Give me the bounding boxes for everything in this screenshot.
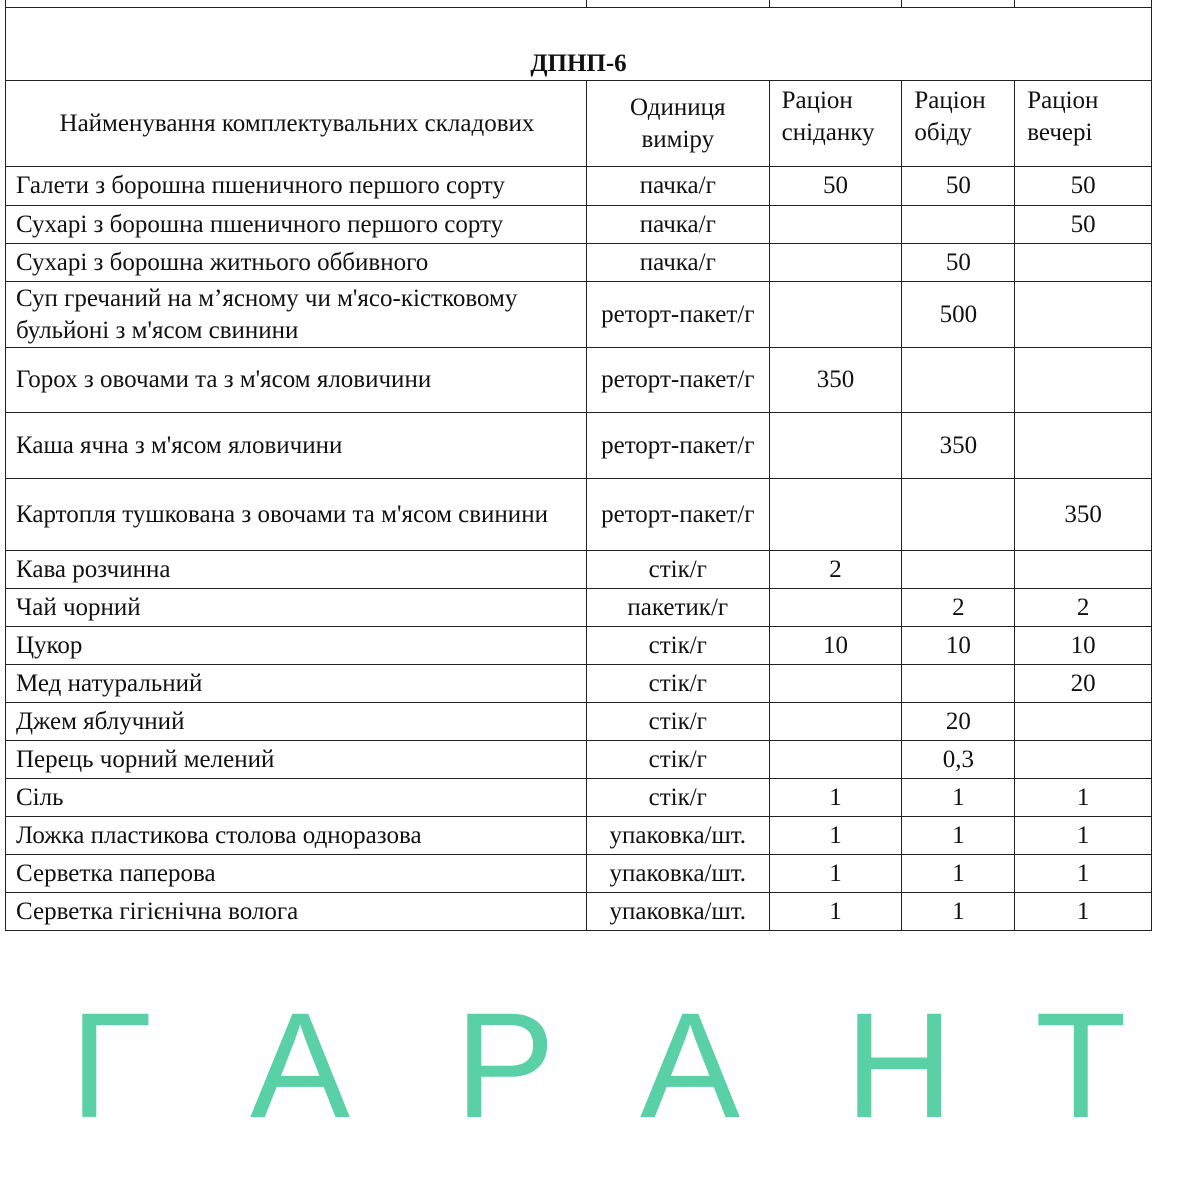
table-row xyxy=(5,741,1152,779)
table-row xyxy=(5,779,1152,817)
watermark-letter: А xyxy=(640,981,741,1149)
header-unit: Одиниця виміру xyxy=(587,81,770,166)
cell-breakfast xyxy=(770,282,903,347)
table-row xyxy=(5,817,1152,855)
cell-unit: пачка/г xyxy=(587,244,770,281)
table-title-text: ДПНП-6 xyxy=(530,50,627,77)
cell-item-name: Сіль xyxy=(6,779,587,816)
cell-unit: стік/г xyxy=(587,665,770,702)
watermark-letter: Р xyxy=(455,981,556,1149)
ration-table xyxy=(5,0,1152,931)
cell-lunch: 0,3 xyxy=(902,741,1015,778)
cell-dinner xyxy=(1015,703,1151,740)
table-row xyxy=(5,413,1152,479)
cell-breakfast: 1 xyxy=(770,817,903,854)
cell-item-name: Сухарі з борошна житнього оббивного xyxy=(6,244,587,281)
cell-unit: пакетик/г xyxy=(587,589,770,626)
watermark-letter: Г xyxy=(70,981,152,1149)
cell-dinner: 50 xyxy=(1070,172,1096,199)
table-row xyxy=(5,479,1152,551)
cell-unit: стік/г xyxy=(587,627,770,664)
table-row xyxy=(5,244,1152,282)
table-row xyxy=(5,589,1152,627)
cell-dinner xyxy=(1015,551,1151,588)
cell-lunch xyxy=(902,665,1015,702)
cell-unit: реторт-пакет/г xyxy=(587,348,770,412)
cell-unit: упаковка/шт. xyxy=(587,893,770,930)
cell-item-name: Джем яблучний xyxy=(6,703,587,740)
cell-dinner xyxy=(1015,348,1151,412)
cell-item-name: Горох з овочами та з м'ясом яловичини xyxy=(6,348,587,412)
table-row xyxy=(5,551,1152,589)
watermark-letter: А xyxy=(250,981,351,1149)
previous-row-fragment xyxy=(5,0,1152,7)
header-breakfast: Раціон сніданку xyxy=(770,81,903,166)
header-name: Найменування комплектувальних складових xyxy=(6,81,587,166)
cell-dinner xyxy=(1015,413,1151,478)
cell-breakfast xyxy=(770,479,903,550)
cell-lunch xyxy=(902,348,1015,412)
cell-item-name: Серветка паперова xyxy=(6,855,587,892)
cell-item-name: Сухарі з борошна пшеничного першого сорту xyxy=(6,206,587,243)
cell-dinner: 1 xyxy=(1076,821,1090,849)
table-row xyxy=(5,893,1152,931)
cell-lunch: 1 xyxy=(902,779,1015,816)
table-row xyxy=(5,627,1152,665)
cell-lunch: 10 xyxy=(902,627,1015,664)
cell-breakfast: 50 xyxy=(770,167,903,205)
cell-unit: реторт-пакет/г xyxy=(587,282,770,347)
cell-dinner: 1 xyxy=(1076,783,1090,811)
watermark-letter: Т xyxy=(1035,981,1127,1149)
cell-item-name: Кава розчинна xyxy=(6,551,587,588)
cell-breakfast xyxy=(770,244,903,281)
cell-lunch xyxy=(902,551,1015,588)
cell-item-name: Суп гречаний на м’ясному чи м'ясо-кістковому бульйоні з м'ясом свинини xyxy=(6,282,587,347)
cell-breakfast: 1 xyxy=(770,855,903,892)
table-body xyxy=(5,167,1152,931)
cell-unit: упаковка/шт. xyxy=(587,817,770,854)
cell-dinner xyxy=(1015,282,1151,347)
cell-item-name: Мед натуральний xyxy=(6,665,587,702)
cell-lunch xyxy=(902,206,1015,243)
table-row xyxy=(5,703,1152,741)
cell-dinner: 1 xyxy=(1076,859,1090,887)
cell-breakfast xyxy=(770,413,903,478)
cell-unit: упаковка/шт. xyxy=(587,855,770,892)
cell-unit: реторт-пакет/г xyxy=(587,413,770,478)
cell-breakfast xyxy=(770,703,903,740)
cell-breakfast: 350 xyxy=(770,348,903,412)
cell-dinner xyxy=(1015,741,1151,778)
cell-lunch: 50 xyxy=(902,167,1015,205)
cell-dinner: 2 xyxy=(1076,593,1090,621)
cell-dinner: 350 xyxy=(1064,500,1102,528)
cell-breakfast xyxy=(770,665,903,702)
watermark-letter: Н xyxy=(845,981,954,1149)
table-row xyxy=(5,282,1152,348)
header-lunch: Раціон обіду xyxy=(902,81,1015,166)
cell-breakfast xyxy=(770,206,903,243)
cell-breakfast: 10 xyxy=(770,627,903,664)
cell-lunch: 350 xyxy=(902,413,1015,478)
header-dinner: Раціон вечері xyxy=(1027,87,1099,146)
cell-breakfast: 1 xyxy=(770,893,903,930)
cell-item-name: Галети з борошна пшеничного першого сорту xyxy=(6,167,587,205)
cell-lunch: 50 xyxy=(902,244,1015,281)
cell-unit: стік/г xyxy=(587,703,770,740)
cell-dinner xyxy=(1015,244,1151,281)
cell-breakfast: 1 xyxy=(770,779,903,816)
cell-lunch: 20 xyxy=(902,703,1015,740)
table-header-row xyxy=(5,81,1152,167)
cell-lunch: 500 xyxy=(902,282,1015,347)
cell-dinner: 1 xyxy=(1076,897,1090,925)
cell-item-name: Ложка пластикова столова одноразова xyxy=(6,817,587,854)
cell-dinner: 50 xyxy=(1070,210,1096,238)
cell-item-name: Серветка гігієнічна волога xyxy=(6,893,587,930)
cell-unit: стік/г xyxy=(587,741,770,778)
cell-lunch xyxy=(902,479,1015,550)
cell-lunch: 2 xyxy=(902,589,1015,626)
cell-item-name: Картопля тушкована з овочами та м'ясом свинини xyxy=(6,479,587,550)
cell-item-name: Перець чорний мелений xyxy=(6,741,587,778)
cell-unit: стік/г xyxy=(587,779,770,816)
table-row xyxy=(5,855,1152,893)
cell-lunch: 1 xyxy=(902,817,1015,854)
table-row xyxy=(5,206,1152,244)
cell-unit: пачка/г xyxy=(587,206,770,243)
cell-breakfast: 2 xyxy=(770,551,903,588)
table-title xyxy=(5,7,1152,81)
cell-unit: реторт-пакет/г xyxy=(587,479,770,550)
table-row xyxy=(5,348,1152,413)
cell-item-name: Цукор xyxy=(6,627,587,664)
cell-breakfast xyxy=(770,741,903,778)
cell-lunch: 1 xyxy=(902,893,1015,930)
table-row xyxy=(5,665,1152,703)
cell-unit: пачка/г xyxy=(587,167,770,205)
cell-item-name: Каша ячна з м'ясом яловичини xyxy=(6,413,587,478)
cell-dinner: 10 xyxy=(1070,631,1096,659)
cell-item-name: Чай чорний xyxy=(6,589,587,626)
cell-unit: стік/г xyxy=(587,551,770,588)
cell-breakfast xyxy=(770,589,903,626)
cell-dinner: 20 xyxy=(1070,669,1096,697)
cell-lunch: 1 xyxy=(902,855,1015,892)
table-row xyxy=(5,167,1152,206)
